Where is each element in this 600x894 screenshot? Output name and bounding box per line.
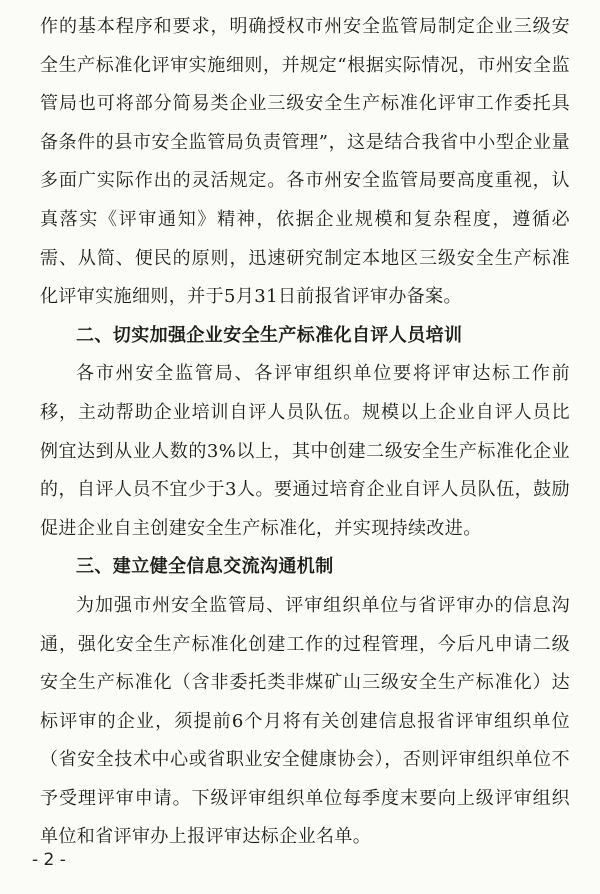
section-heading-2: 二、切实加强企业安全生产标准化自评人员培训 [76,324,463,346]
page-number: - 2 - [32,850,66,870]
document-body [40,8,570,857]
paragraph-section-3: 为加强市州安全监管局、评审组织单位与省评审办的信息沟通，强化安全生产标准化创建工作的过程管理，今后凡申请二级安全生产标准化（含非委托类非煤矿山三级安全生产标准化）达标评审的企业，须提前6个月将有关创建信息报省评审组织单位（省安全技术中心或省职业安全健康协会），否则评审组织单位不予受理评审申请。下级评审组织单位每季度末要向上级评审组织单位和省评审办上报评审达标企业名单。 [40,594,570,848]
paragraph-continued: 作的基本程序和要求，明确授权市州安全监管局制定企业三级安全生产标准化评审实施细则，并规定“根据实际情况，市州安全监管局也可将部分简易类企业三级安全生产标准化评审工作委托具备条件的县市安全监管局负责管理”，这是结合我省中小型企业量多面广实际作出的灵活规定。各市州安全监管局要高度重视，认真落实《评审通知》精神，依据企业规模和复杂程度，遵循必需、从简、便民的原则，迅速研究制定本地区三级安全生产标准化评审实施细则，并于5月31日前报省评审办备案。 [40,16,570,308]
paragraph-section-2: 各市州安全监管局、各评审组织单位要将评审达标工作前移，主动帮助企业培训自评人员队伍。规模以上企业自评人员比例宜达到从业人数的3%以上，其中创建二级安全生产标准化企业的，自评人员不宜少于3人。要通过培育企业自评人员队伍，鼓励促进企业自主创建安全生产标准化，并实现持续改进。 [40,363,570,539]
section-heading-3: 三、建立健全信息交流沟通机制 [76,556,334,578]
